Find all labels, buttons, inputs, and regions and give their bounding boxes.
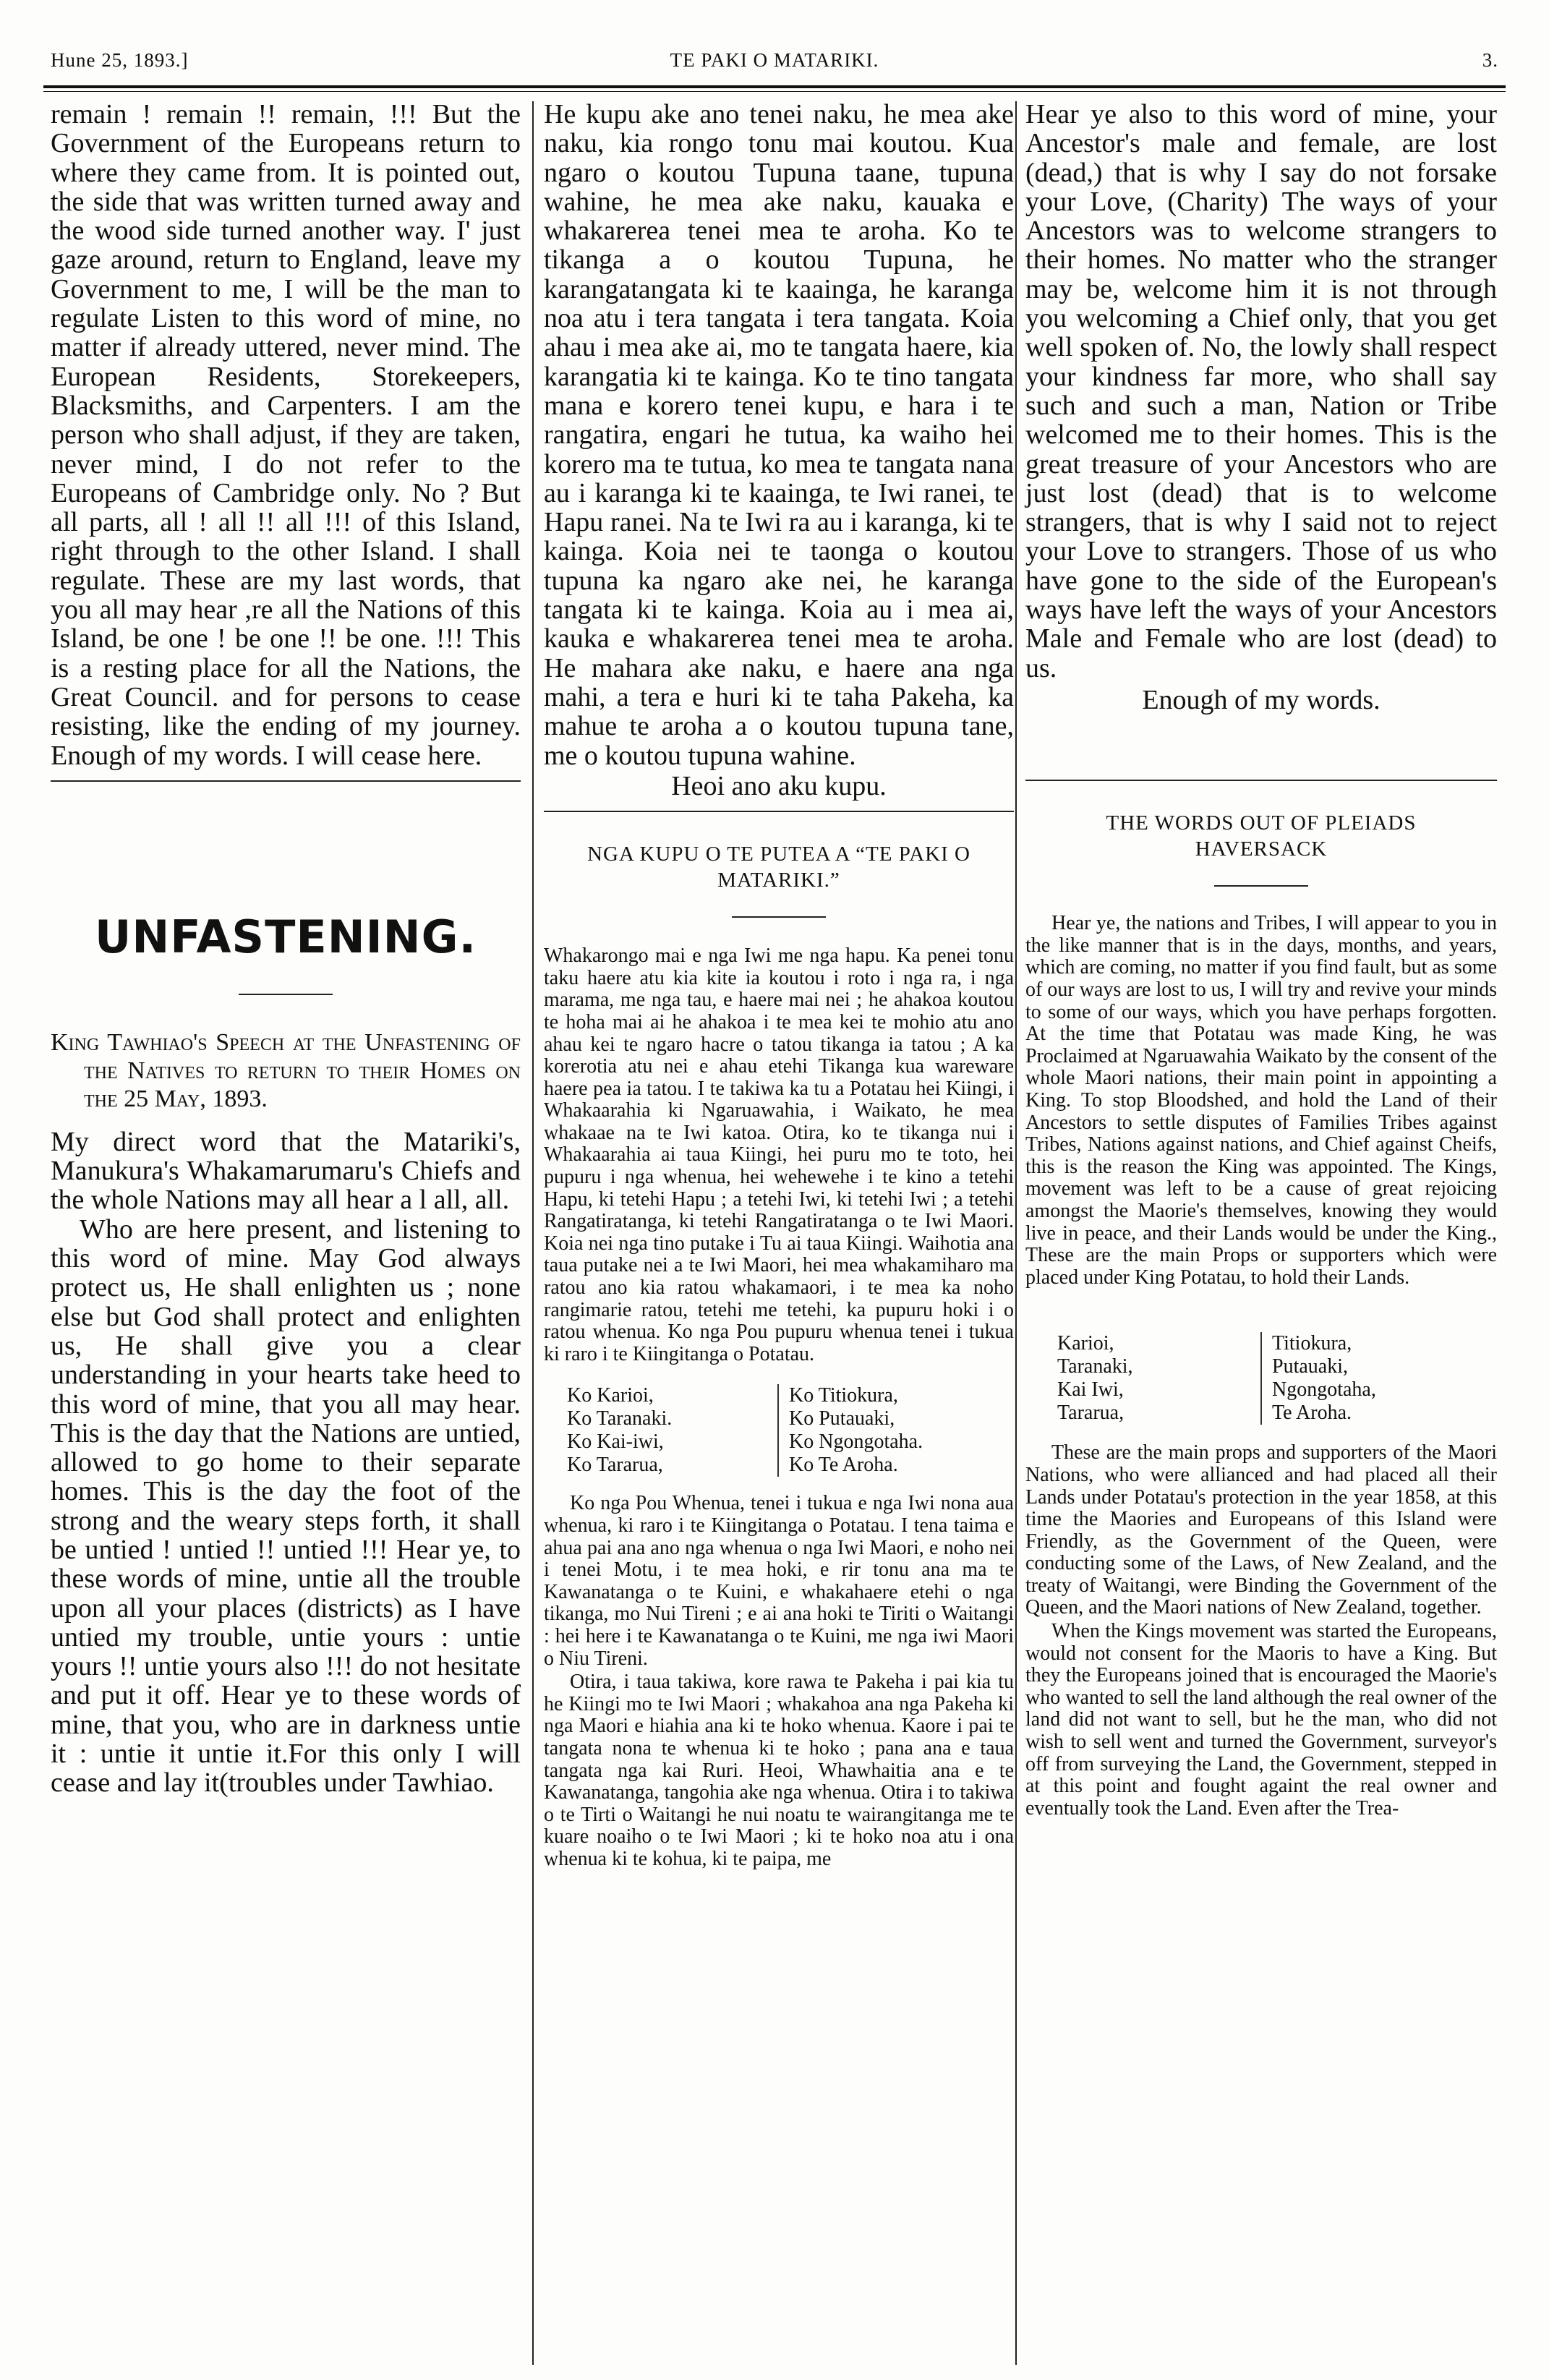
name-item: Ko Putauaki, <box>789 1407 895 1430</box>
paragraph: These are the main props and supporters of the Maori Nations, who were allianced and had placed all their Lands under Potatau's protection in the year 1858, at this time the Maories and Europeans of this Island were Friendly, as the Government of the Queen, were conducting some of the Laws, of New Zealand, and the treaty of Waitangi, were Binding the Government of the Queen, and the Maori nations of New Zealand, together. <box>1025 1441 1497 1619</box>
name-item: Karioi, <box>1057 1332 1114 1355</box>
section-body <box>544 945 1014 1365</box>
header-date: Hune 25, 1893.] <box>51 49 189 71</box>
column-divider <box>1015 101 1017 2365</box>
header-rule-thin <box>43 91 1506 92</box>
name-item: Ko Tararua, <box>567 1454 663 1477</box>
paragraph: Hear ye, the nations and Tribes, I will appear to you in the like manner that is in the days, months, and years, which are coming, no matter if you find fault, but as some of our ways are lost to us, I will try and revive your minds to some of our ways, which you have perhaps forgotten. At the time that Potatau was made King, he was Proclaimed at Ngaruawahia Waikato by the consent of the whole Maori nations, their main point in appointing a King. To stop Bloodshed, and hold the Land of their Ancestors to settle disputes of Families Tribes against Tribes, Nations against nations, and Chief against Cheifs, this is the reason the King was appointed. The Kings, movement was left to be a cause of great rejoicing amongst the Maorie's themselves, knowing they would live in peace, and their Lands would be under the King., These are the main Props or supporters which were placed under King Potatau, to hold their Lands. <box>1025 912 1497 1289</box>
paragraph: Otira, i taua takiwa, kore rawa te Pakeha i pai kia tu he Kiingi mo te Iwi Maori ; whakahoa ana nga Pakeha ki nga Maori e hiahia ana ki te hoko whenua. Kaore i pai te tangata nona te whenua ki te hoko ; pana ana e taua tangata nga kai Ruri. Heoi, Whawhaitia ana e te Kawanatanga, tangohia ake nga whenua. Otira i to takiwa o te Tirti o Waitangi he nui noatu te wairangitanga me te kuare noaiho o te Iwi Maori ; ki te hoko noa atu i ona whenua ki te kohua, ki te paipa, me <box>544 1671 1014 1870</box>
names-right <box>779 1384 999 1477</box>
header-title: TE PAKI O MATARIKI. <box>670 49 879 71</box>
section-body <box>1025 913 1497 1289</box>
article-body <box>51 1127 521 1798</box>
name-item: Ko Te Aroha. <box>789 1454 898 1477</box>
paragraph: Who are here present, and listening to this word of mine. May God always protect us, He shall enlighten us ; none else but God shall protect and enlighten us, He shall give you a clear understanding in your hearts take heed to this word of mine, that you all may hear. This is the day that the Nations are untied, allowed to go home to their separate homes. This is the day the foot of the strong and the weary steps forth, it shall be untied ! untied !! untied !!! Hear ye, to these words of mine, untie all the trouble upon all your places (districts) as I have untied my trouble, untie yours : untie yours !! untie yours also !!! do not hesitate and put it off. Hear ye to these words of mine, that you, who are in darkness untie it : untie it untie it.For this only I will cease and lay it(troubles under Tawhiao. <box>51 1214 521 1799</box>
paragraph: Ko nga Pou Whenua, tenei i tukua e nga Iwi nona aua whenua, ki raro i te Kiingitanga o Potatau. I tena taima e ahua pai ana ano nga whenua o nga Iwi Maori, e noho nei i tenei Motu, i te mea hoki, e rir tonu ana ma te Kawanatanga o te Kuini, e whakahaere etehi o nga tikanga, mo Nui Tireni ; e ai ana hoki te Tiriti o Waitangi : hei here i te Kawanatanga o te Kuini, me nga iwi Maori o Niu Tireni. <box>544 1492 1014 1670</box>
title-rule <box>239 994 333 995</box>
names-table <box>557 1384 999 1477</box>
name-item: Titiokura, <box>1272 1332 1352 1355</box>
column-3 <box>1025 100 1497 1821</box>
article-continued-text: remain ! remain !! remain, !!! But the Government of the Europeans return to where they came from. It is pointed out, the side that was written turned away and the wood side turned another way. I' just gaze around, return to England, leave my Government to me, I will be the man to regulate Listen to this word of mine, no matter if already uttered, never mind. The European Residents, Storekeepers, Blacksmiths, and Carpenters. I am the person who shall adjust, if they are taken, never mind, I do not refer to the Europeans of Cambridge only. No ? But all parts, all ! all !! all !!! of this Island, right through to the other Island. I shall regulate. These are my last words, that you all may hear ,re all the Nations of this Island, be one ! be one !! be one. !!! This is a resting place for all the Nations, the Great Council. and for persons to cease resisting, like the ending of my journey. Enough of my words. I will cease here. <box>51 99 521 771</box>
names-right <box>1262 1332 1475 1425</box>
name-item: Kai Iwi, <box>1057 1378 1124 1402</box>
name-item: Ko Taranaki. <box>567 1407 673 1430</box>
paragraph: When the Kings movement was started the Europeans, would not consent for the Maoris to have a King. But they the Europeans joined that is encouraged the Maorie's who wanted to sell the land although the real owner of the land did not want to sell, but he the man, who did not wish to sell went and turned the Government, surveyor's off from surveying the Land, the Government, stepped in at this point and fought againt the real owner and eventually took the Land. Even after the Trea- <box>1025 1620 1497 1820</box>
column-divider <box>532 101 534 2365</box>
name-item: Ko Kai-iwi, <box>567 1430 664 1454</box>
name-item: Tararua, <box>1057 1402 1125 1425</box>
column-2 <box>544 100 1014 1872</box>
name-item: Te Aroha. <box>1272 1402 1352 1425</box>
article-continued-text: He kupu ake ano tenei naku, he mea ake naku, kia rongo tonu mai koutou. Kua ngaro o koutou Tupuna taane, tupuna wahine, he mea ake naku, kauaka e whakarerea tenei mea te aroha. Ko te tikanga a o koutou Tupuna, he karangatangata ki te kaainga, he karanga noa atu i tera tangata i tera tangata. Koia ahau i mea ake ai, mo te tangata haere, kia karangatia ki te kainga. Ko te tino tangata mana e korero tenei kupu, e hara i te rangatira, engari he tutua, ka waiho hei korero ma te tutua, ko mea te tangata nana au i karanga ki te kaainga, te Iwi ranei, te Hapu ranei. Na te Iwi ra au i karanga, ki te kainga. Koia nei te taonga o koutou tupuna ka ngaro ake nei, he karanga tangata ki te kainga. Koia au i mea ai, kauka e whakarerea tenei mea te aroha. He mahara ake naku, e haere ana nga mahi, a tera e huri ki te taha Pakeha, ka mahue te aroha a o koutou tupuna tane, me o koutou tupuna wahine. <box>544 99 1014 771</box>
section-body-continued <box>544 1493 1014 1870</box>
article-title: UNFASTENING. <box>94 910 477 963</box>
section-heading: THE WORDS OUT OF PLEIADS HAVERSACK <box>1106 811 1417 861</box>
closing-line: Enough of my words. <box>1142 684 1381 715</box>
names-left <box>1047 1332 1260 1425</box>
header-page-number: 3. <box>1482 49 1498 71</box>
masthead <box>43 45 1506 80</box>
section-body-continued <box>1025 1442 1497 1820</box>
name-item: Ko Titiokura, <box>789 1384 898 1407</box>
column-1 <box>51 100 521 1798</box>
paragraph: Whakarongo mai e nga Iwi me nga hapu. Ka penei tonu taku haere atu kia kite ia koutou i roto i nga ra, i nga marama, me nga tau, e haere mai nei ; he ahakoa koutou te hoha mai ai he ahakoa i te mea kei te mohio atu ano ahau kei te ngaro hacre o tatou tikanga ia tatou ; A ka korerotia atu nei e ahau etehi Tikanga kua wareware haere pea ia tatou. I te takiwa ka tu a Potatau hei Kiingi, i Whakaarahia ki Ngaruawahia, i Waikato, he mea whakaae na te Iwi katoa. Otira, ko te tikanga nui i Whakaarahia ai taua Kiingi, hei puru mo te toto, hei pupuru i nga whenua, hei wehewehe i te kino a tetehi Hapu, ki tetehi Hapu ; a tetehi Iwi, ki tetehi Iwi ; a tetehi Rangatiratanga, ki tetehi Rangatiratanga o te Iwi Maori. Koia nei nga tino putake i Tu ai taua Kiingi. Waihotia ana taua putake nei a te Iwi Maori, hei mea whakamiharo ma ratou ano kia ratou whakamaori, i te mea ka noho rangimarie ratou, tetehi me tetehi, ka pupuru hoki i o ratou whenua. Ko nga Pou pupuru whenua tenei i tukua ki raro i te Kiingitanga o Potatau. <box>544 944 1014 1365</box>
name-item: Putauaki, <box>1272 1355 1348 1378</box>
name-item: Ko Karioi, <box>567 1384 654 1407</box>
header-rule <box>43 85 1506 88</box>
names-table <box>1047 1332 1475 1425</box>
names-left <box>557 1384 777 1477</box>
name-item: Ko Ngongotaha. <box>789 1430 923 1454</box>
closing-line: Heoi ano aku kupu. <box>671 770 887 801</box>
heading-rule <box>732 916 826 918</box>
name-item: Taranaki, <box>1057 1355 1133 1378</box>
section-heading: NGA KUPU O TE PUTEA A “TE PAKI O MATARIKI.” <box>587 843 970 892</box>
heading-rule <box>1214 885 1308 887</box>
paragraph: My direct word that the Matariki's, Manukura's Whakamarumaru's Chiefs and the whole Nations may all hear a l all, all. <box>51 1126 521 1216</box>
name-item: Ngongotaha, <box>1272 1378 1376 1402</box>
article-continued-text: Hear ye also to this word of mine, your Ancestor's male and female, are lost (dead,) that is why I say do not forsake your Love, (Charity) The ways of your Ancestors was to welcome strangers to their homes. No matter who the stranger may be, welcome him it is not through you welcoming a Chief only, that you get well spoken of. No, the lowly shall respect your kindness far more, who shall say such and such a man, Nation or Tribe welcomed me to their homes. This is the great treasure of your Ancestors who are just lost (dead) that is to welcome strangers, that is why I said not to reject your Love to strangers. Those of us who have gone to the side of the European's ways have left the ways of your Ancestors Male and Female who are lost (dead) to us. <box>1025 99 1497 683</box>
article-subtitle: King Tawhiao's Speech at the Unfastening of the Natives to return to their Homes on the 25 May, 1893. <box>51 1028 521 1112</box>
